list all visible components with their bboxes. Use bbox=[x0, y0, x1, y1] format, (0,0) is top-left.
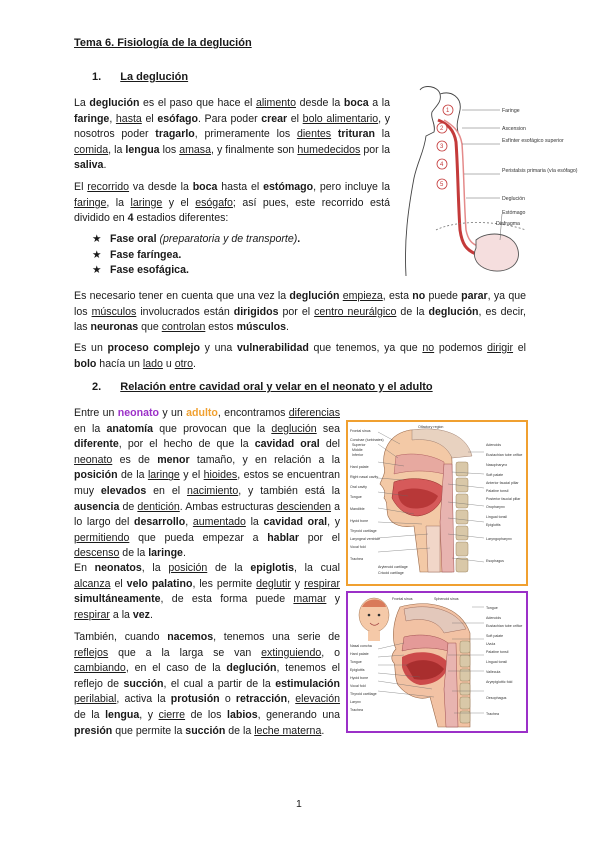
label-cricoid: Cricoid cartilage bbox=[378, 571, 404, 575]
label-vocal-fold: Vocal fold bbox=[350, 545, 366, 549]
label-right-nasal-cavity: Right nasal cavity bbox=[350, 475, 379, 479]
baby-face-icon bbox=[359, 598, 389, 641]
paragraph-involuntary: Es necesario tener en cuenta que una vez la deglución empieza, esta no puede parar, ya que los músculos involucrados están dirigidos por el centro neurálgico de la deglución, es decir, las neuronas que controlan estos músculos. bbox=[74, 290, 526, 334]
label-hyoid: Hyoid bone bbox=[350, 519, 369, 523]
label-deglution: Deglución bbox=[502, 196, 526, 202]
section-1-number: 1. bbox=[92, 71, 102, 83]
label-palatine-tonsil: Palatine tonsil bbox=[486, 489, 509, 493]
section-2-heading bbox=[92, 381, 433, 393]
label-anterior-pillar: Anterior faucial pillar bbox=[486, 481, 519, 485]
label-ascension: Ascension bbox=[502, 126, 526, 132]
label-hard-palate-n: Hard palate bbox=[350, 652, 369, 656]
label-epiglottis-n: Epiglottis bbox=[350, 668, 365, 672]
paragraph-reflexes: También, cuando nacemos, tenemos una serie de reflejos que a la larga se van extinguiendo, o cambiando, en el caso de la deglución, tenemos el reflejo de succión, el cual a partir de la estimulación perilabial, activa la protusión o retracción, elevación de la lengua, y cierre de los labios, generando una presión que permite la succión de la leche materna. bbox=[74, 631, 341, 737]
label-ues: Esfínter esofágico superior bbox=[502, 138, 564, 144]
label-oesophagus-n: Oesophagus bbox=[486, 696, 507, 700]
label-hyoid-n: Hyoid bone bbox=[350, 676, 369, 680]
adult-anatomy-figure bbox=[346, 420, 528, 586]
label-thyroid-n: Thyroid cartilage bbox=[350, 692, 377, 696]
label-tongue-n: Tongue bbox=[350, 660, 362, 664]
label-aryepiglottic-n: Aryepiglottic fold bbox=[486, 680, 513, 684]
label-soft-palate-n: Soft palate bbox=[486, 634, 504, 638]
label-oral-cavity: Oral cavity bbox=[350, 485, 367, 489]
phase-pharyngeal: ★ Fase faríngea. bbox=[92, 248, 392, 264]
page-title: Tema 6. Fisiología de la deglución bbox=[74, 37, 252, 49]
swallowing-pathway-diagram bbox=[396, 80, 578, 278]
label-lingual-tonsil: Lingual tonsil bbox=[486, 515, 507, 519]
label-thyroid-cartilage: Thyroid cartilage bbox=[350, 529, 377, 533]
label-laryngopharynx: Laryngopharynx bbox=[486, 537, 512, 541]
label-peristalsis: Peristalsis primaria (vía esófago) bbox=[502, 168, 578, 174]
section-2-title: Relación entre cavidad oral y velar en el neonato y el adulto bbox=[120, 381, 433, 393]
label-vocal-fold-n: Vocal fold bbox=[350, 684, 366, 688]
label-superior: Superior bbox=[352, 443, 366, 447]
label-olfactory: Olfactory region bbox=[418, 425, 444, 429]
label-middle: Middle bbox=[352, 448, 363, 452]
label-nasal-concha-n: Nasal concha bbox=[350, 644, 372, 648]
star-icon: ★ bbox=[92, 233, 102, 245]
label-stomach: Estómago bbox=[502, 210, 526, 216]
label-frontal-sinus-n: Frontal sinus bbox=[392, 597, 413, 601]
paragraph-epiglottis: En neonatos, la posición de la epiglotis, la cual alcanza el velo palatino, les permite deglutir y respirar simultáneamente, de esta forma puede mamar y respirar a la vez. bbox=[74, 562, 341, 621]
label-uvula-n: Uvula bbox=[486, 642, 496, 646]
label-trachea-r-n: Trachea bbox=[486, 712, 500, 716]
phase-esophageal: ★ Fase esofágica. bbox=[92, 263, 392, 279]
step-2-label: 2 bbox=[440, 126, 444, 132]
label-arytenoid: Arytenoid cartilage bbox=[378, 565, 408, 569]
label-lingual-tonsil-n: Lingual tonsil bbox=[486, 660, 507, 664]
label-mandible: Mandible bbox=[350, 507, 365, 511]
label-inferior: Inferior bbox=[352, 453, 364, 457]
paragraph-definition: La deglución es el paso que hace el alimento desde la boca a la faringe, hasta el esófago. Para poder crear el bolo alimentario, y nosotros poder tragarlo, primeramente los dientes trituran la comida, la lengua los amasa, y finalmente son humedecidos por la saliva. bbox=[74, 97, 391, 172]
section-1-title: La deglución bbox=[120, 71, 189, 83]
label-esophagus: Esophagus bbox=[486, 559, 504, 563]
label-epiglottis: Epiglottis bbox=[486, 523, 501, 527]
label-sphenoid-n: Sphenoid sinus bbox=[434, 597, 459, 601]
star-icon: ★ bbox=[92, 248, 102, 261]
label-adenoids-n: Adenoids bbox=[486, 616, 501, 620]
paragraph-complex: Es un proceso complejo y una vulnerabilidad que tenemos, ya que no podemos dirigir el bolo hacía un lado u otro. bbox=[74, 342, 526, 370]
label-larynx-n: Larynx bbox=[350, 700, 361, 704]
star-icon: ★ bbox=[92, 264, 102, 277]
phase-oral: ★ Fase oral (preparatoria y de transporte). bbox=[92, 232, 392, 248]
label-oropharynx: Oropharynx bbox=[486, 505, 505, 509]
label-diaphragm: Diafragma bbox=[496, 221, 520, 227]
label-trachea-n: Trachea bbox=[350, 708, 364, 712]
label-adenoids: Adenoids bbox=[486, 443, 501, 447]
neonate-anatomy-figure bbox=[346, 591, 528, 733]
label-eustachian-n: Eustachian tube orifice bbox=[486, 624, 523, 628]
label-pharynx: Faringe bbox=[502, 108, 520, 114]
label-hard-palate: Hard palate bbox=[350, 465, 369, 469]
label-eustachian: Eustachian tube orifice bbox=[486, 453, 523, 457]
label-soft-palate: Soft palate bbox=[486, 473, 504, 477]
paragraph-route: El recorrido va desde la boca hasta el estómago, pero incluye la faringe, la laringe y el esógafo; así pues, este recorrido está dividido en 4 estadios diferentes: bbox=[74, 181, 391, 225]
step-1-label: 1 bbox=[446, 108, 450, 114]
label-frontal-sinus: Frontal sinus bbox=[350, 429, 371, 433]
label-trachea: Trachea bbox=[350, 557, 364, 561]
step-4-label: 4 bbox=[440, 162, 444, 168]
label-tongue-r-n: Tongue bbox=[486, 606, 498, 610]
label-nasopharynx: Nasopharynx bbox=[486, 463, 508, 467]
step-5-label: 5 bbox=[440, 182, 444, 188]
paragraph-neonate-adult: Entre un neonato y un adulto, encontramos diferencias en la anatomía que provocan que la deglución sea diferente, por el hecho de que la cavidad oral del neonato es de menor tamaño, y en relación a la posición de la laringe y el hioides, estos se encuentran muy elevados en el nacimiento, y también está la ausencia de dentición. Ambas estructuras descienden a lo largo del desarrollo, aumentado la cavidad oral, y permitiendo que pueda empezar a hablar por el descenso de la laringe. bbox=[74, 407, 341, 560]
page-number: 1 bbox=[296, 798, 302, 810]
label-laryngeal-ventricle: Laryngeal ventricle bbox=[350, 537, 381, 541]
section-2-number: 2. bbox=[92, 381, 102, 393]
label-conchae: Conchae (turbinates) bbox=[350, 438, 384, 442]
section-1-heading bbox=[92, 71, 188, 83]
label-palatine-tonsil-n: Palatine tonsil bbox=[486, 650, 509, 654]
label-vallecula-n: Vallecula bbox=[486, 670, 501, 674]
label-tongue: Tongue bbox=[350, 495, 362, 499]
phases-list bbox=[92, 232, 392, 279]
label-posterior-pillar: Posterior faucial pillar bbox=[486, 497, 521, 501]
step-3-label: 3 bbox=[440, 144, 444, 150]
